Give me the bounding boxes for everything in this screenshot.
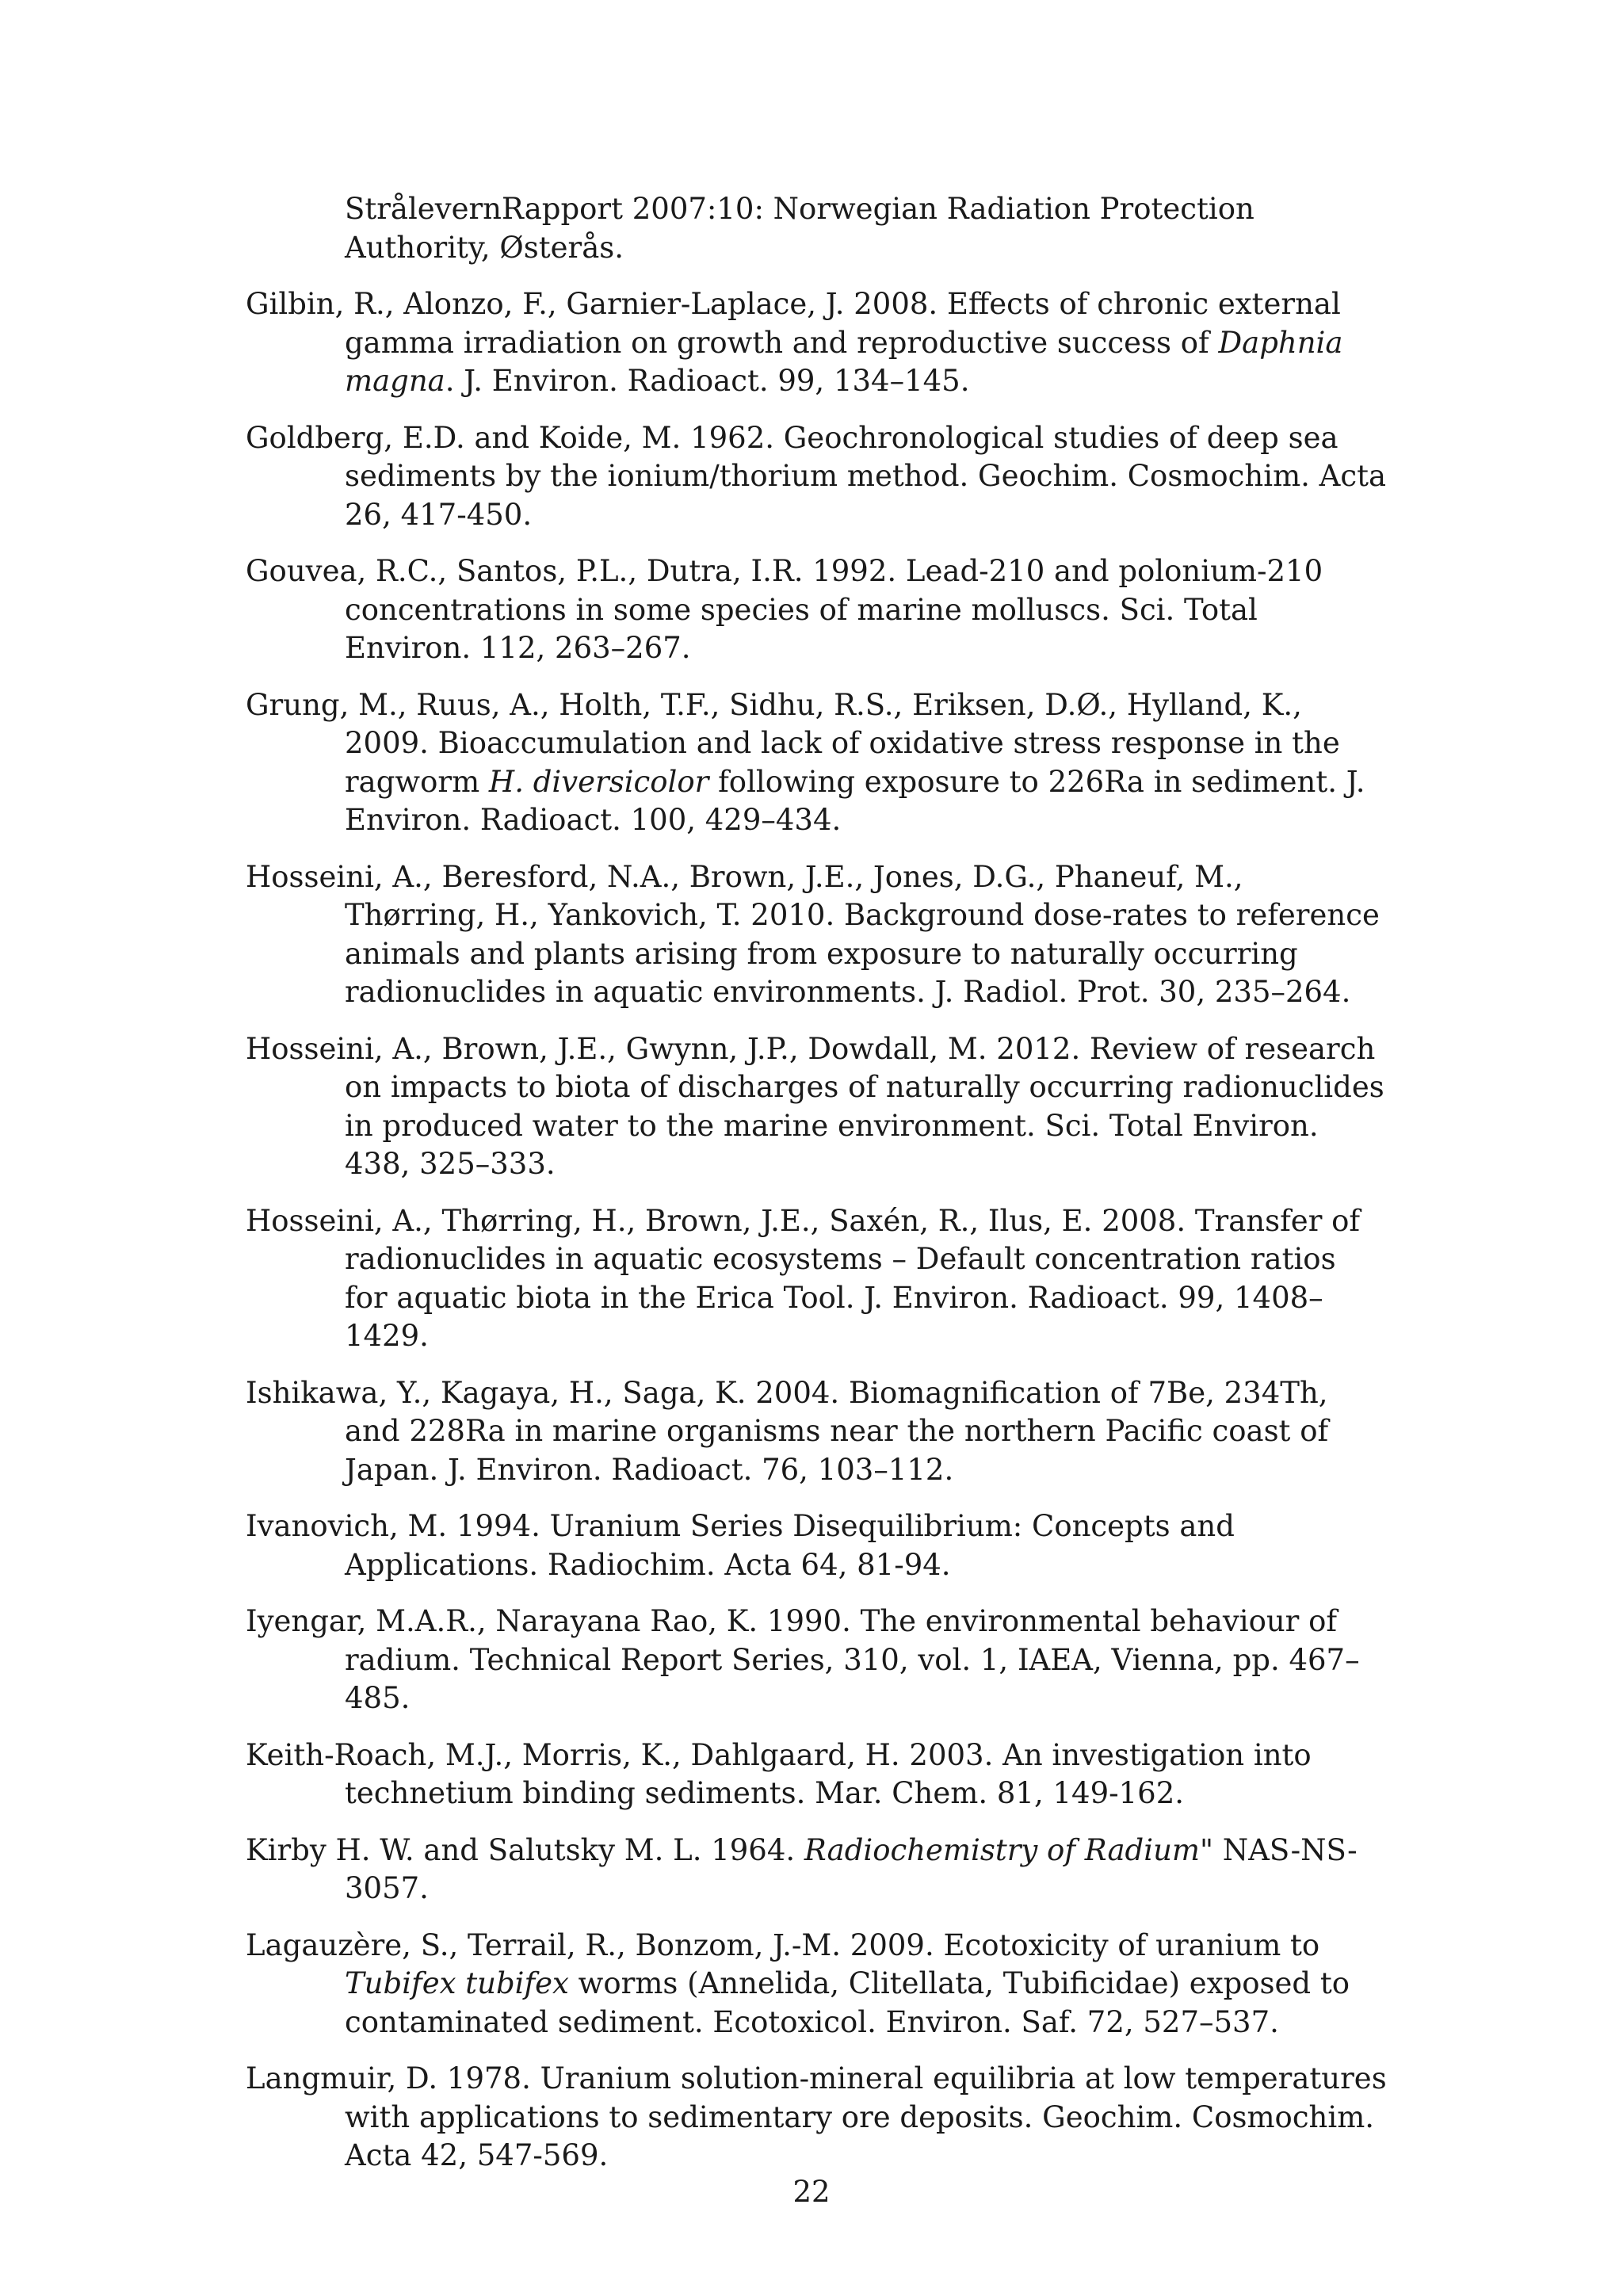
- reference-text: following exposure to 226Ra in sediment. J. Environ. Radioact. 100, 429–434.: [345, 764, 1365, 837]
- reference-text: Hosseini, A., Beresford, N.A., Brown, J.E., Jones, D.G., Phaneuf, M., Thørring, H., Yankovich, T. 2010. Background dose-rates to reference animals and plants arising from exposure to naturally occurring radionuclides in aquatic environments. J. Radiol. Prot. 30, 235–264.: [246, 859, 1380, 1009]
- reference-entry: [246, 1202, 1387, 1356]
- reference-text: NAS-NS-3057.: [345, 1832, 1358, 1905]
- reference-text: Lagauzère, S., Terrail, R., Bonzom, J.-M. 2009. Ecotoxicity of uranium to: [246, 1927, 1320, 1962]
- reference-entry: [246, 285, 1387, 401]
- reference-text: Ishikawa, Y., Kagaya, H., Saga, K. 2004. Biomagnification of 7Be, 234Th, and 228Ra in marine organisms near the northern Pacific coast of Japan. J. Environ. Radioact. 76, 103–112.: [246, 1375, 1329, 1487]
- reference-entry: [246, 1736, 1387, 1813]
- reference-entry: [246, 1927, 1387, 2042]
- reference-italic-text: H. diversicolor: [488, 764, 709, 799]
- reference-italic-text: Tubifex tubifex: [345, 1966, 569, 2000]
- reference-text: Gilbin, R., Alonzo, F., Garnier-Laplace, J. 2008. Effects of chronic external gamma irradiation on growth and reproductive success of: [246, 287, 1341, 360]
- reference-text: Kirby H. W. and Salutsky M. L. 1964.: [246, 1832, 804, 1867]
- reference-entry: [246, 419, 1387, 535]
- reference-entry: [246, 1030, 1387, 1184]
- reference-entry: [246, 1832, 1387, 1908]
- reference-entry: [246, 1374, 1387, 1490]
- reference-entry: [246, 1507, 1387, 1584]
- reference-text: Grung, M., Ruus, A., Holth, T.F., Sidhu, R.S., Eriksen, D.Ø., Hylland, K., 2009. Bioaccumulation and lack of oxidative stress response in the ragworm: [246, 687, 1340, 799]
- reference-text: Keith-Roach, M.J., Morris, K., Dahlgaard, H. 2003. An investigation into technetium binding sediments. Mar. Chem. 81, 149-162.: [246, 1737, 1312, 1810]
- reference-text: Goldberg, E.D. and Koide, M. 1962. Geochronological studies of deep sea sediments by the ionium/thorium method. Geochim. Cosmochim. Acta 26, 417-450.: [246, 420, 1387, 532]
- reference-italic-text: Daphnia magna: [345, 325, 1343, 398]
- page-number: 22: [792, 2175, 831, 2209]
- reference-entry: [246, 190, 1387, 267]
- reference-entry: [246, 2060, 1387, 2176]
- reference-text: Hosseini, A., Thørring, H., Brown, J.E., Saxén, R., Ilus, E. 2008. Transfer of radionuclides in aquatic ecosystems – Default concentration ratios for aquatic biota in the Erica Tool. J. Environ. Radioact. 99, 1408–1429.: [246, 1203, 1361, 1353]
- reference-text: Gouvea, R.C., Santos, P.L., Dutra, I.R. 1992. Lead-210 and polonium-210 concentrations in some species of marine molluscs. Sci. Total Environ. 112, 263–267.: [246, 554, 1323, 665]
- reference-entry: [246, 552, 1387, 668]
- reference-text: Iyengar, M.A.R., Narayana Rao, K. 1990. The environmental behaviour of radium. Technical Report Series, 310, vol. 1, IAEA, Vienna, pp. 467–485.: [246, 1604, 1360, 1715]
- reference-text: Langmuir, D. 1978. Uranium solution-mineral equilibria at low temperatures with applications to sedimentary ore deposits. Geochim. Cosmochim. Acta 42, 547-569.: [246, 2061, 1387, 2172]
- reference-entry: [246, 1603, 1387, 1718]
- reference-text: . J. Environ. Radioact. 99, 134–145.: [445, 364, 970, 398]
- reference-list: [246, 190, 1387, 2194]
- reference-text: StrålevernRapport 2007:10: Norwegian Radiation Protection Authority, Østerås.: [345, 192, 1254, 265]
- reference-entry: [246, 686, 1387, 840]
- reference-text: Ivanovich, M. 1994. Uranium Series Disequilibrium: Concepts and Applications. Radiochim. Acta 64, 81-94.: [246, 1509, 1235, 1582]
- reference-italic-text: Radiochemistry of Radium": [804, 1832, 1214, 1867]
- reference-entry: [246, 858, 1387, 1012]
- reference-text: worms (Annelida, Clitellata, Tubificidae) exposed to contaminated sediment. Ecotoxicol. Environ. Saf. 72, 527–537.: [345, 1966, 1350, 2039]
- reference-text: Hosseini, A., Brown, J.E., Gwynn, J.P., Dowdall, M. 2012. Review of research on impacts to biota of discharges of naturally occurring radionuclides in produced water to the marine environment. Sci. Total Environ. 438, 325–333.: [246, 1031, 1384, 1181]
